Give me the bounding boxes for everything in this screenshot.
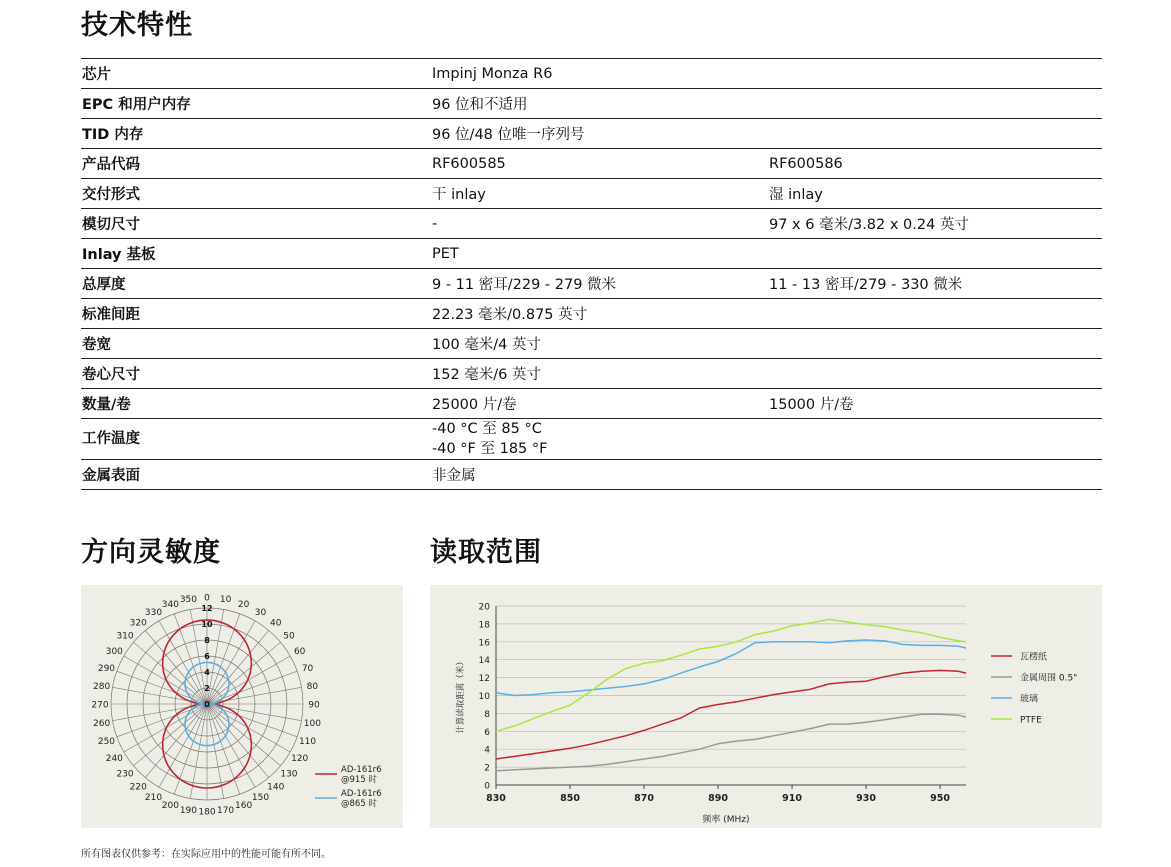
y-tick-label: 10 [478, 692, 490, 702]
table-row [81, 239, 1102, 269]
polar-angle-label: 280 [93, 681, 111, 692]
series-line [496, 670, 966, 759]
temp-fahrenheit: -40 °F 至 185 °F [432, 441, 548, 457]
spec-value-alt [768, 59, 1102, 89]
y-tick-label: 0 [484, 781, 490, 792]
polar-chart [81, 585, 403, 828]
spec-label: 卷心尺寸 [81, 359, 431, 389]
x-tick-label: 870 [634, 793, 654, 804]
spec-value: 100 毫米/4 英寸 [431, 329, 768, 359]
spec-value-alt [768, 419, 1102, 460]
x-tick-label: 930 [856, 793, 877, 804]
spec-value: 96 位和不适用 [431, 89, 768, 119]
x-tick-label: 890 [708, 793, 728, 804]
polar-angle-label: 350 [179, 595, 198, 606]
spec-value: 152 毫米/6 英寸 [431, 359, 768, 389]
spec-label: 产品代码 [81, 149, 431, 179]
legend-label: AD-161r6 [341, 789, 382, 799]
polar-angle-label: 110 [298, 737, 317, 748]
spec-value-alt [768, 359, 1102, 389]
polar-angle-label: 20 [237, 599, 250, 610]
polar-angle-label: 190 [179, 805, 198, 816]
legend-label: 金属周围 0.5" [1020, 673, 1078, 684]
spec-value: 9 - 11 密耳/229 - 279 微米 [431, 269, 768, 299]
polar-angle-label: 80 [306, 681, 319, 692]
range-title: 读取范围 [430, 537, 542, 568]
polar-angle-label: 260 [93, 719, 111, 730]
polar-radial-label: 2 [204, 684, 210, 693]
direction-title: 方向灵敏度 [81, 537, 221, 568]
spec-label: 金属表面 [81, 460, 431, 490]
table-row [81, 119, 1102, 149]
polar-angle-label: 150 [251, 793, 270, 804]
spec-value-alt: 97 x 6 毫米/3.82 x 0.24 英寸 [768, 209, 1102, 239]
spec-label: 工作温度 [81, 419, 431, 460]
spec-value-alt: RF600586 [768, 149, 1102, 179]
table-row [81, 179, 1102, 209]
legend-label: 瓦楞纸 [1020, 652, 1048, 663]
polar-angle-label: 130 [280, 769, 298, 780]
spec-table [81, 58, 1102, 490]
polar-angle-label: 60 [293, 647, 306, 657]
tech-specs-title: 技术特性 [81, 10, 193, 41]
polar-angle-label: 340 [161, 599, 179, 610]
polar-radial-label: 0 [204, 700, 210, 709]
polar-angle-label: 0 [204, 593, 210, 604]
y-tick-label: 8 [484, 709, 490, 720]
polar-angle-label: 230 [116, 769, 134, 780]
spec-value-alt [768, 89, 1102, 119]
spec-value: 非金属 [431, 460, 768, 490]
polar-angle-label: 160 [235, 801, 253, 812]
polar-radial-label: 12 [201, 604, 213, 613]
footnote: 所有图表仅供参考：在实际应用中的性能可能有所不同。 [81, 849, 331, 860]
series-line [496, 714, 966, 770]
spec-value-alt [768, 329, 1102, 359]
x-tick-label: 850 [560, 793, 580, 804]
legend-label: @915 时 [341, 775, 377, 785]
table-row [81, 209, 1102, 239]
series-line [496, 619, 966, 731]
x-tick-label: 910 [782, 793, 802, 804]
polar-angle-label: 30 [254, 607, 267, 618]
spec-label: 卷宽 [81, 329, 431, 359]
polar-angle-label: 10 [219, 595, 232, 606]
temp-celsius: -40 °C 至 85 °C [432, 421, 542, 437]
spec-label: 交付形式 [81, 179, 431, 209]
spec-value-alt: 15000 片/卷 [768, 389, 1102, 419]
table-row [81, 460, 1102, 490]
spec-value-alt [768, 299, 1102, 329]
spec-label: 标准间距 [81, 299, 431, 329]
polar-angle-label: 300 [105, 647, 123, 657]
spec-label: 芯片 [81, 59, 431, 89]
x-tick-label: 950 [930, 793, 951, 804]
table-row [81, 329, 1102, 359]
spec-value-alt: 11 - 13 密耳/279 - 330 微米 [768, 269, 1102, 299]
polar-angle-label: 140 [267, 782, 285, 793]
table-row [81, 269, 1102, 299]
table-row [81, 299, 1102, 329]
table-row [81, 59, 1102, 89]
polar-radial-label: 4 [204, 668, 210, 677]
table-row [81, 149, 1102, 179]
polar-angle-label: 290 [97, 663, 116, 674]
spec-value-alt: 湿 inlay [768, 179, 1102, 209]
polar-chart-panel [81, 585, 403, 828]
spec-value-alt [768, 239, 1102, 269]
polar-angle-label: 220 [129, 782, 147, 793]
y-axis-label: 计算读取距离（米） [456, 657, 466, 734]
y-tick-label: 14 [478, 656, 490, 667]
polar-radial-label: 10 [201, 620, 213, 629]
table-row [81, 419, 1102, 460]
polar-angle-label: 240 [105, 754, 123, 764]
polar-angle-label: 170 [216, 805, 235, 816]
spec-value: - [431, 209, 768, 239]
x-axis-label: 频率 (MHz) [702, 815, 750, 825]
range-chart [430, 585, 1102, 828]
y-tick-label: 4 [484, 745, 490, 756]
spec-value-alt [768, 460, 1102, 490]
y-tick-label: 2 [484, 763, 490, 774]
spec-label: Inlay 基板 [81, 239, 431, 269]
polar-angle-label: 100 [303, 719, 321, 730]
polar-angle-label: 310 [116, 631, 134, 642]
polar-angle-label: 270 [91, 700, 109, 711]
y-tick-label: 18 [478, 620, 490, 631]
polar-angle-label: 90 [308, 700, 320, 711]
polar-angle-label: 70 [301, 663, 314, 674]
spec-label: 总厚度 [81, 269, 431, 299]
legend-label: 玻璃 [1020, 694, 1039, 705]
legend-label: AD-161r6 [341, 765, 382, 775]
polar-angle-label: 250 [97, 737, 116, 748]
polar-angle-label: 330 [144, 607, 163, 618]
y-tick-label: 12 [478, 674, 490, 685]
polar-angle-label: 120 [291, 754, 309, 764]
spec-value: 96 位/48 位唯一序列号 [431, 119, 768, 149]
y-tick-label: 16 [478, 638, 490, 649]
spec-value [431, 419, 768, 460]
spec-label: 模切尺寸 [81, 209, 431, 239]
polar-angle-label: 200 [161, 801, 179, 812]
spec-value: Impinj Monza R6 [431, 59, 768, 89]
spec-label: 数量/卷 [81, 389, 431, 419]
polar-radial-label: 8 [204, 636, 210, 645]
polar-angle-label: 210 [144, 793, 163, 804]
table-row [81, 389, 1102, 419]
spec-value-alt [768, 119, 1102, 149]
range-chart-panel [430, 585, 1102, 828]
spec-value: 25000 片/卷 [431, 389, 768, 419]
legend-label: @865 时 [341, 799, 377, 809]
spec-label: TID 内存 [81, 119, 431, 149]
polar-angle-label: 50 [283, 631, 295, 642]
spec-value: RF600585 [431, 149, 768, 179]
x-tick-label: 830 [486, 793, 506, 804]
spec-value: 22.23 毫米/0.875 英寸 [431, 299, 768, 329]
y-tick-label: 6 [484, 727, 490, 738]
series-line [496, 640, 966, 696]
spec-label: EPC 和用户内存 [81, 89, 431, 119]
spec-value: 干 inlay [431, 179, 768, 209]
y-tick-label: 20 [478, 602, 490, 613]
spec-value: PET [431, 239, 768, 269]
polar-angle-label: 320 [129, 618, 147, 629]
polar-angle-label: 180 [198, 807, 216, 818]
polar-radial-label: 6 [204, 652, 210, 661]
polar-angle-label: 40 [270, 618, 282, 629]
table-row [81, 359, 1102, 389]
table-row [81, 89, 1102, 119]
legend-label: PTFE [1020, 715, 1042, 726]
